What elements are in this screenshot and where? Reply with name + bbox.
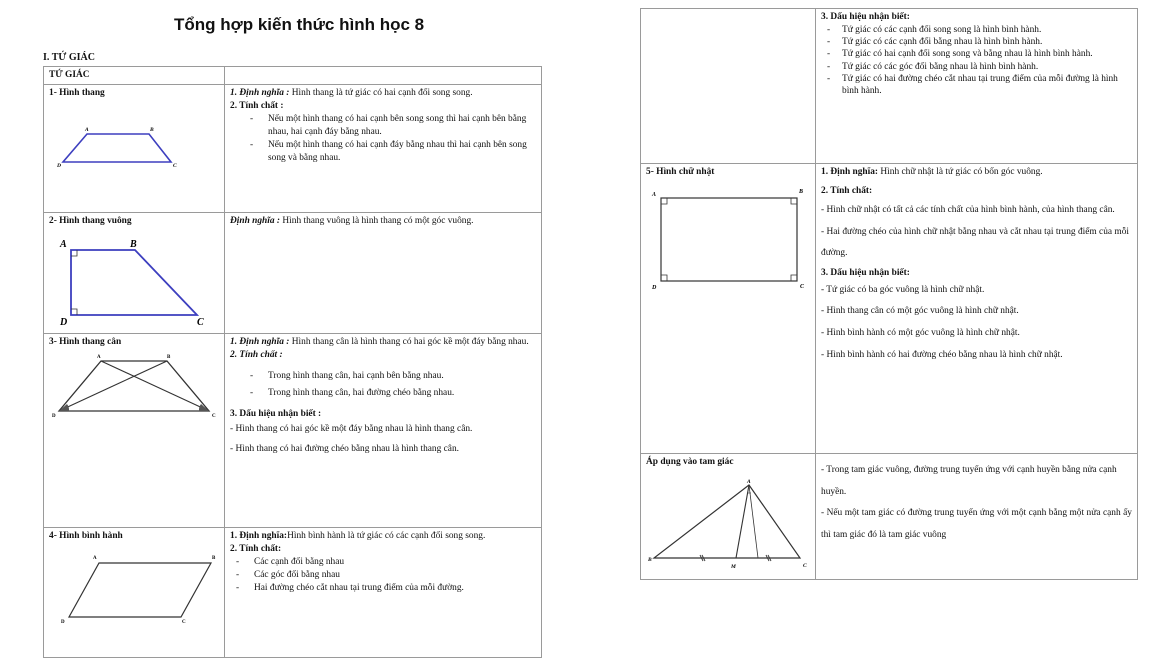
list-item: - Các góc đối bằng nhau xyxy=(230,569,536,582)
table-row xyxy=(44,527,542,657)
vertex-label: C xyxy=(212,413,216,419)
application-item: - Trong tam giác vuông, đường trung tuyến ứng với cạnh huyền bằng nửa cạnh huyền. xyxy=(821,465,1117,497)
property-item: - Hai đường chéo của hình chữ nhật bằng nhau và cắt nhau tại trung điểm của mỗi đường. xyxy=(821,226,1129,259)
list-item: - Hai đường chéo cắt nhau tại trung điểm của mỗi đường. xyxy=(230,582,536,595)
sign-item: - Hình thang cân có một góc vuông là hình chữ nhật. xyxy=(821,306,1019,317)
property-label: 2. Tính chất: xyxy=(821,185,873,196)
table-header-empty xyxy=(225,67,542,85)
definition-text: Hình chữ nhật là tứ giác có bốn góc vuông. xyxy=(880,167,1043,177)
isosceles-trapezoid-figure xyxy=(49,353,219,425)
vertex-label: C xyxy=(182,619,186,625)
vertex-label: C xyxy=(173,162,177,169)
vertex-label: A xyxy=(97,354,101,360)
list-item: - Nếu một hình thang có hai cạnh bên song song thì hai cạnh bên bằng nhau, hai cạnh đáy bằng nhau. xyxy=(230,113,536,139)
table-row xyxy=(641,164,1138,454)
list-item: - Tứ giác có các cạnh đối bằng nhau là hình bình hành. xyxy=(821,36,1132,48)
list-item: - Các cạnh đối bằng nhau xyxy=(230,556,536,569)
vertex-label: A xyxy=(85,126,89,133)
property-label: 2. Tính chất : xyxy=(230,349,283,360)
vertex-label: D xyxy=(60,316,68,328)
sign-label: 3. Dấu hiệu nhận biết: xyxy=(821,12,910,22)
shape-cell xyxy=(641,9,816,164)
definition-label: 1. Định nghĩa : xyxy=(230,87,290,98)
rectangle-figure xyxy=(646,183,811,295)
shape-cell xyxy=(44,212,225,333)
triangle-figure xyxy=(646,473,811,573)
definition-label: 1. Định nghĩa : xyxy=(230,336,290,347)
sign-item: - Tứ giác có ba góc vuông là hình chữ nhật. xyxy=(821,284,985,295)
content-cell xyxy=(225,212,542,333)
vertex-label: C xyxy=(800,283,805,290)
vertex-label: B xyxy=(130,238,137,250)
quadrilateral-table-left xyxy=(43,66,542,658)
sign-item: - Hình bình hành có một góc vuông là hình chữ nhật. xyxy=(821,328,1020,339)
shape-cell xyxy=(641,164,816,454)
sign-label: 3. Dấu hiệu nhận biết: xyxy=(821,267,910,278)
right-trapezoid-figure xyxy=(49,232,219,328)
vertex-label: B xyxy=(648,556,652,563)
table-row xyxy=(44,212,542,333)
vertex-label: D xyxy=(52,413,56,419)
list-item: - Tứ giác có hai đường chéo cắt nhau tại trung điểm của mỗi đường là hình bình hành. xyxy=(821,73,1132,97)
shape-cell xyxy=(641,454,816,580)
definition-text: Hình thang vuông là hình thang có một góc vuông. xyxy=(282,215,474,226)
table-row xyxy=(44,333,542,527)
shape-cell xyxy=(44,333,225,527)
vertex-label: A xyxy=(747,478,751,485)
list-item: - Trong hình thang cân, hai đường chéo bằng nhau. xyxy=(230,385,536,402)
property-label: 2. Tính chất: xyxy=(230,543,282,554)
definition-text: Hình thang cân là hình thang có hai góc kề một đáy bằng nhau. xyxy=(291,336,529,347)
content-cell xyxy=(816,454,1138,580)
sign-item: - Hình bình hành có hai đường chéo bằng nhau là hình chữ nhật. xyxy=(821,349,1063,360)
definition-text: Hình bình hành là tứ giác có các cạnh đối song song. xyxy=(287,530,486,541)
document-title: Tổng hợp kiến thức hình học 8 xyxy=(174,15,425,34)
definition-label: 1. Định nghĩa: xyxy=(230,530,288,541)
definition-label: Định nghĩa : xyxy=(230,215,281,226)
parallelogram-figure xyxy=(49,547,219,627)
definition-text: Hình thang là tứ giác có hai cạnh đối song song. xyxy=(291,87,473,98)
sign-list xyxy=(821,24,1132,97)
vertex-label: M xyxy=(731,563,736,570)
vertex-label: B xyxy=(150,126,154,133)
list-item: - Trong hình thang cân, hai cạnh bên bằng nhau. xyxy=(230,368,536,385)
trapezoid-figure xyxy=(49,104,219,194)
vertex-label: C xyxy=(197,316,204,328)
vertex-label: D xyxy=(57,162,61,169)
shape-name: 3- Hình thang cân xyxy=(49,336,122,347)
shape-cell xyxy=(44,527,225,657)
list-item: - Tứ giác có các cạnh đối song song là hình bình hành. xyxy=(821,24,1132,36)
property-list xyxy=(230,368,536,402)
content-cell xyxy=(225,333,542,527)
definition-label: 1. Định nghĩa: xyxy=(821,167,879,177)
vertex-label: D xyxy=(61,619,65,625)
vertex-label: A xyxy=(60,238,67,250)
vertex-label: C xyxy=(803,562,807,569)
content-cell xyxy=(225,527,542,657)
shape-name: Áp dụng vào tam giác xyxy=(646,457,734,467)
property-list xyxy=(230,556,536,595)
shape-name: 5- Hình chữ nhật xyxy=(646,167,715,177)
property-label: 2. Tính chất : xyxy=(230,100,284,111)
list-item: - Nếu một hình thang có hai cạnh đáy bằng nhau thì hai cạnh bên song song và bằng nhau. xyxy=(230,139,536,165)
sign-item: - Hình thang có hai đường chéo bằng nhau là hình thang cân. xyxy=(230,444,459,455)
table-row xyxy=(641,9,1138,164)
shape-name: 2- Hình thang vuông xyxy=(49,215,132,226)
table-header-cell: TỨ GIÁC xyxy=(44,67,225,85)
vertex-label: A xyxy=(93,555,97,561)
vertex-label: B xyxy=(167,354,171,360)
table-row xyxy=(641,454,1138,580)
property-item: - Hình chữ nhật có tất cả các tính chất của hình bình hành, của hình thang cân. xyxy=(821,204,1115,215)
content-cell xyxy=(816,9,1138,164)
sign-label: 3. Dấu hiệu nhận biết : xyxy=(230,408,322,419)
shape-name: 1- Hình thang xyxy=(49,87,105,98)
list-item: - Tứ giác có các góc đối bằng nhau là hình bình hành. xyxy=(821,61,1132,73)
content-cell xyxy=(225,84,542,212)
list-item: - Tứ giác có hai cạnh đối song song và bằng nhau là hình bình hành. xyxy=(821,48,1132,60)
vertex-label: B xyxy=(799,188,804,195)
vertex-label: B xyxy=(212,555,216,561)
quadrilateral-table-right xyxy=(640,8,1138,580)
vertex-label: D xyxy=(652,284,657,291)
shape-cell xyxy=(44,84,225,212)
content-cell xyxy=(816,164,1138,454)
vertex-label: A xyxy=(652,191,657,198)
sign-item: - Hình thang có hai góc kề một đáy bằng nhau là hình thang cân. xyxy=(230,423,473,434)
table-row xyxy=(44,84,542,212)
property-list xyxy=(230,113,536,165)
shape-name: 4- Hình bình hành xyxy=(49,530,123,541)
application-item: - Nếu một tam giác có đường trung tuyến ứng với một cạnh bằng một nửa cạnh ấy thì tam giác đó là tam giác vuông xyxy=(821,508,1132,540)
section-heading: I. TỨ GIÁC xyxy=(43,52,95,63)
